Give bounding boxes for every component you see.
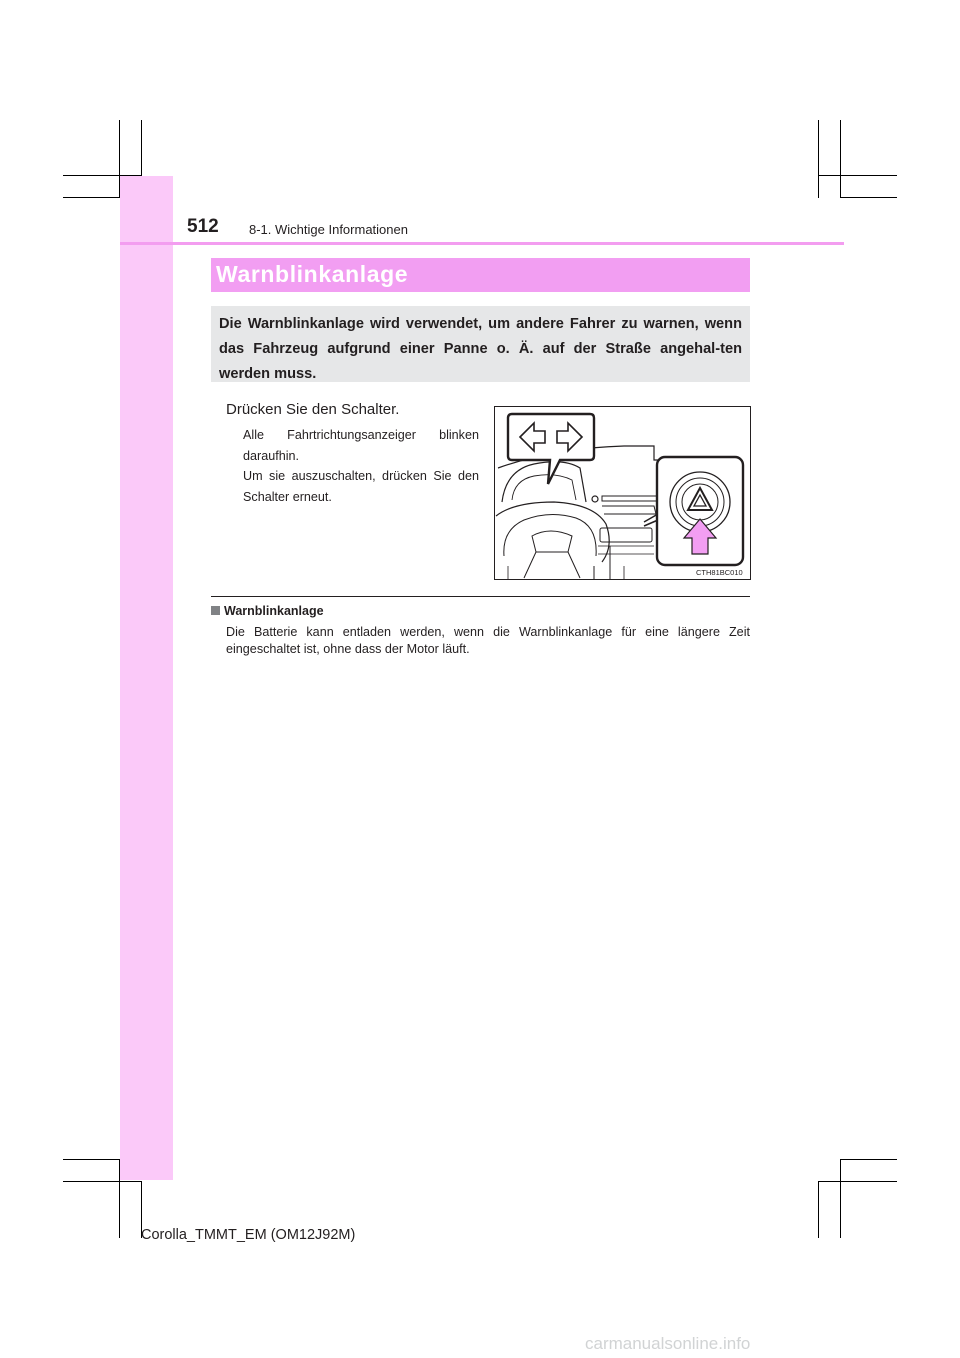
watermark: carmanualsonline.info (585, 1334, 751, 1353)
intro-text: Die Warnblinkanlage wird verwendet, um andere Fahrer zu warnen, wenn das Fahrzeug aufgrund einer Panne o. Ä. auf der Straße angehal-ten werden muss. (219, 316, 742, 382)
intro-box (211, 306, 750, 382)
note-text: Die Batterie kann entladen werden, wenn die Warnblinkanlage für eine längere Zeit eingeschaltet ist, ohne dass der Motor läuft. (226, 625, 750, 656)
page-title: Warnblinkanlage (216, 261, 409, 287)
page-number: 512 (187, 216, 219, 237)
header-rule (120, 242, 844, 245)
step-detail-1: Alle Fahrtrichtungsanzeiger blinken daraufhin. (243, 428, 479, 463)
crop-mark (840, 120, 841, 198)
crop-mark (818, 120, 819, 198)
crop-mark (63, 1159, 120, 1160)
note-title: Warnblinkanlage (224, 604, 324, 618)
square-bullet-icon (211, 606, 220, 615)
crop-mark (840, 1159, 841, 1238)
step-text: Drücken Sie den Schalter. (226, 401, 400, 418)
crop-mark (840, 197, 897, 198)
crop-mark (840, 1159, 897, 1160)
crop-mark (818, 175, 897, 176)
crop-mark (63, 197, 120, 198)
figure-code: CTH81BC010 (696, 568, 743, 577)
crop-mark (818, 1181, 819, 1238)
crop-mark (63, 1181, 142, 1182)
step-detail-2: Um sie auszuschalten, drücken Sie den Schalter erneut. (243, 469, 479, 504)
chapter-sidebar (120, 176, 173, 1180)
hazard-switch-illustration (494, 406, 751, 580)
step-detail (243, 425, 479, 507)
section-label: 8-1. Wichtige Informationen (249, 222, 408, 237)
note-divider (211, 596, 750, 597)
crop-mark (818, 1181, 897, 1182)
footer-doc-id: Corolla_TMMT_EM (OM12J92M) (141, 1227, 356, 1243)
